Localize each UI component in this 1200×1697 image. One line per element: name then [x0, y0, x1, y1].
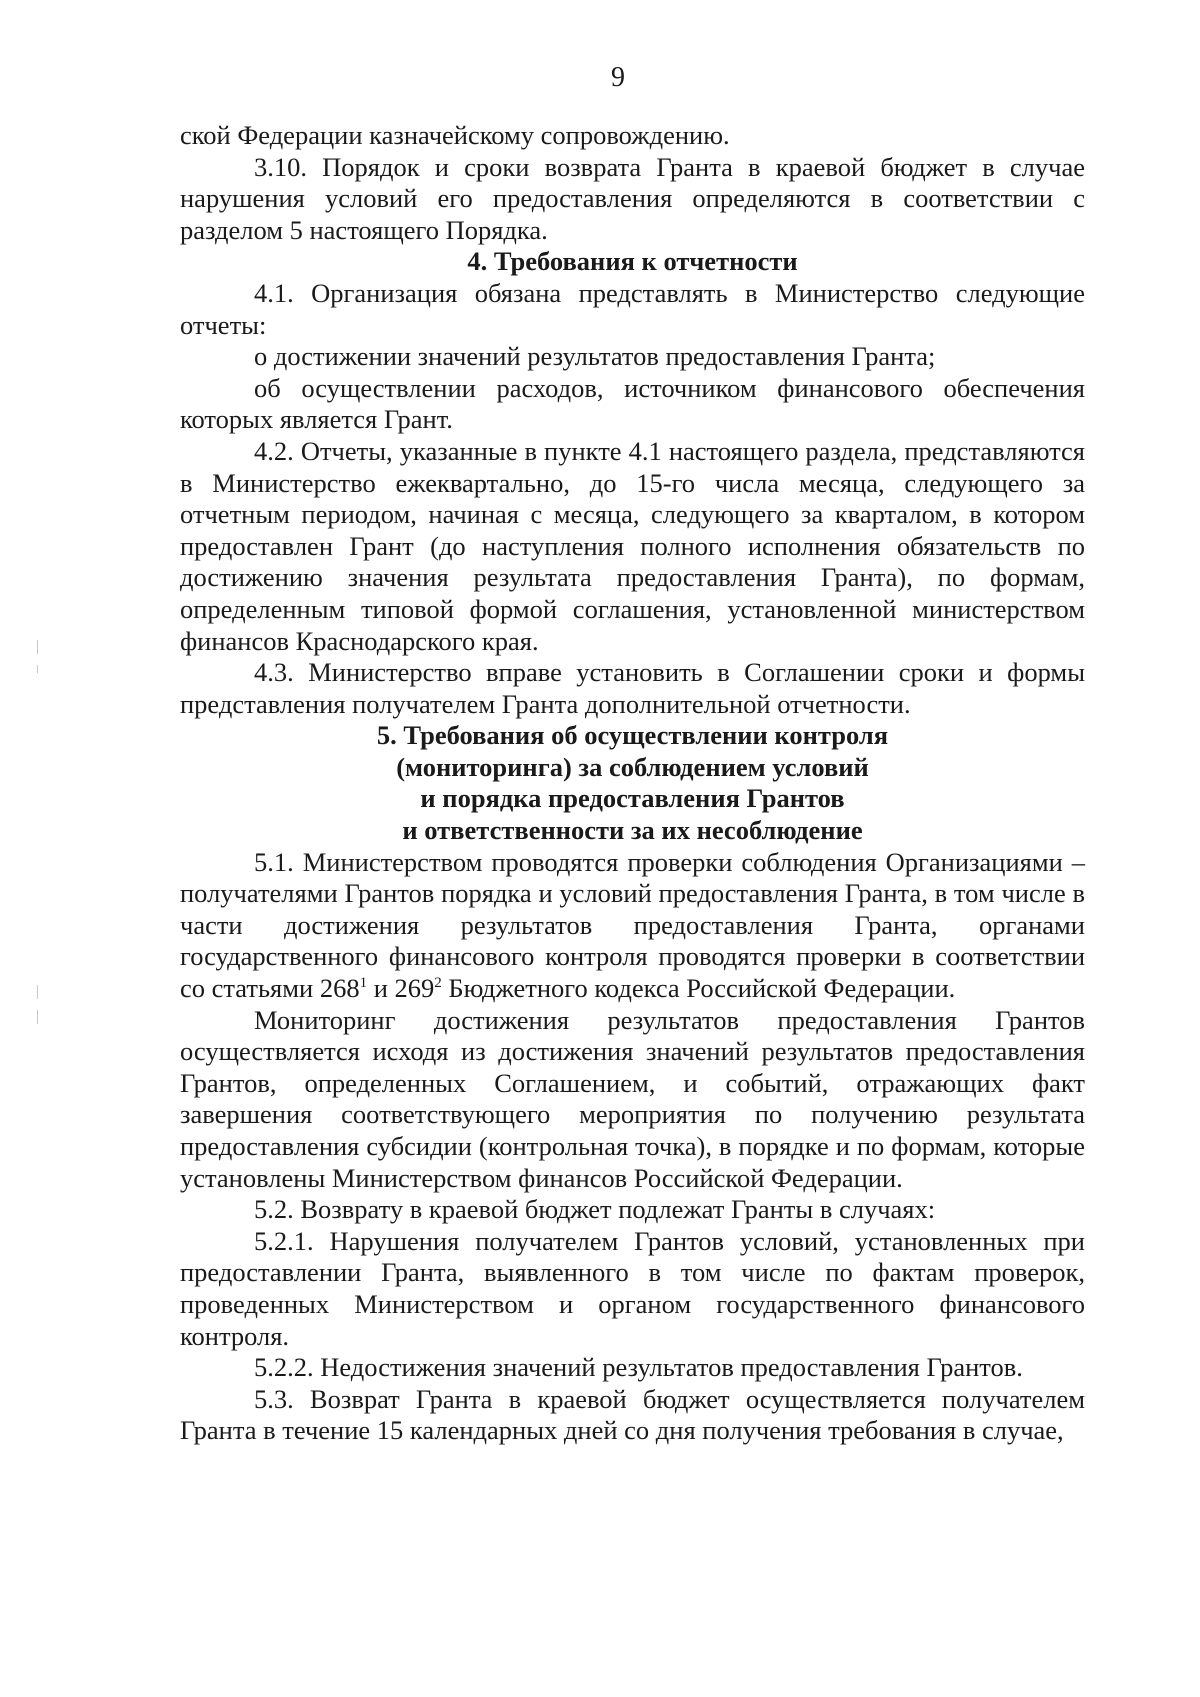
paragraph-4-2: 4.2. Отчеты, указанные в пункте 4.1 настоящего раздела, представляются в Министерство ежеквартально, до 15-го числа месяца, следующего за отчетным периодом, начиная с месяца, следующего за кварталом, в котором предоставлен Грант (до наступления полного исполнения обязательств по достижению значения результата предоставления Гранта), по формам, определенным типовой формой соглашения, установленной министерством финансов Краснодарского края.: [180, 435, 1085, 656]
scan-margin-mark: [37, 665, 38, 673]
paragraph-5-2-1: 5.2.1. Нарушения получателем Грантов условий, установленных при предоставлении Гранта, выявленного в том числе по фактам проверок, проведенных Министерством и органом государственного финансового контроля.: [180, 1225, 1085, 1351]
section-5-heading-line-2: (мониторинга) за соблюдением условий: [396, 751, 869, 782]
scan-margin-mark: [37, 640, 38, 654]
paragraph-4-3: 4.3. Министерство вправе установить в Соглашении сроки и формы представления получателем Гранта дополнительной отчетности.: [180, 657, 1085, 719]
paragraph-5-3: 5.3. Возврат Гранта в краевой бюджет осуществляется получателем Гранта в течение 15 календарных дней со дня получения требования в случае,: [180, 1383, 1085, 1446]
article-268: 268: [319, 973, 360, 1004]
paragraph-monitoring: Мониторинг достижения результатов предоставления Грантов осуществляется исходя из достижения значений результатов предоставления Грантов, определенных Соглашением, и событий, отражающих факт завершения соответствующего мероприятия по получению результата предоставления субсидии (контрольная точка), в порядке и по формам, которые установлены Министерством финансов Российской Федерации.: [180, 1004, 1085, 1193]
page-number: 9: [611, 62, 625, 93]
paragraph-5-1-text: 5.1. Министерством проводятся проверки соблюдения Организациями – получателями Грантов порядка и условий предоставления Гранта, в том числе в части достижения результатов предоставления Гранта, органами государственного финансового контроля проводятся проверки в соответствии со статьями: [180, 846, 1085, 1004]
paragraph-5-2-2: 5.2.2. Недостижения значений результатов предоставления Грантов.: [254, 1352, 1023, 1383]
paragraph-4-1-item-1: о достижении значений результатов предоставления Гранта;: [254, 341, 936, 372]
article-269-superscript: 2: [434, 975, 442, 992]
paragraph-5-2: 5.2. Возврату в краевой бюджет подлежат Гранты в случаях:: [254, 1194, 936, 1225]
section-5-heading-line-4: и ответственности за их несоблюдение: [402, 815, 863, 846]
paragraph-continuation: ской Федерации казначейскому сопровождению.: [180, 120, 730, 150]
article-269: 269: [394, 973, 435, 1004]
paragraph-5-1-tail: Бюджетного кодекса Российской Федерации.: [441, 973, 956, 1004]
paragraph-4-1-item-2: об осуществлении расходов, источником финансового обеспечения которых является Грант.: [180, 372, 1085, 435]
article-268-superscript: 1: [359, 975, 368, 992]
section-5-heading-line-3: и порядка предоставления Грантов: [420, 783, 845, 814]
document-body: [180, 120, 1085, 1447]
paragraph-5-1: [180, 847, 1085, 1005]
paragraph-4-1: 4.1. Организация обязана представлять в Министерство следующие отчеты:: [180, 277, 1085, 340]
section-4-heading: 4. Требования к отчетности: [467, 246, 798, 277]
paragraph-3-10: 3.10. Порядок и сроки возврата Гранта в краевой бюджет в случае нарушения условий его предоставления определяются в соответствии с разделом 5 настоящего Порядка.: [180, 151, 1085, 245]
paragraph-5-1-and: и: [367, 973, 395, 1004]
scan-margin-mark: [37, 985, 38, 999]
scan-margin-mark: [37, 1010, 38, 1024]
section-5-heading-line-1: 5. Требования об осуществлении контроля: [376, 720, 889, 751]
section-5-heading: [180, 720, 1085, 846]
